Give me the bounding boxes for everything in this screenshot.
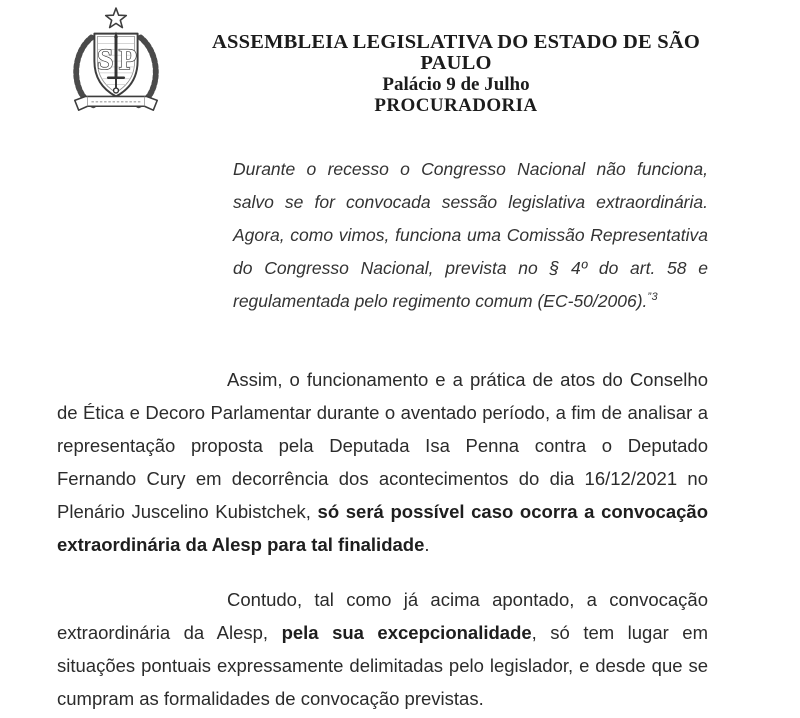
paragraph-2-bold-text: pela sua excepcionalidade <box>281 622 532 643</box>
letterhead-text <box>170 6 800 116</box>
paragraph-1-text: Assim, o funcionamento e a prática de atos do Conselho de Ética e Decoro Parlamentar durante o aventado período, a fim de analisar a representação proposta pela Deputada Isa Penna contra o Deputado Fernando Cury em decorrência dos acontecimentos do dia 16/12/2021 no Plenário Juscelino Kubistchek, <box>57 369 708 522</box>
letterhead <box>0 0 800 129</box>
quote-text: Durante o recesso o Congresso Nacional não funciona, salvo se for convocada sessão legislativa extraordinária. Agora, como vimos, funciona uma Comissão Representativa do Congresso Nacional, prevista no § 4º do art. 58 e regulamentada pelo regimento comum (EC-50/2006). <box>233 159 708 311</box>
logo-letter-s: S <box>97 43 114 76</box>
paragraph-1-bold-text: só será possível caso ocorra a convocação extraordinária da Alesp para tal finalidade <box>57 501 709 555</box>
paragraph-2-tail: , só tem lugar em situações pontuais expressamente delimitadas pelo legislador, e desde que se cumpram as formalidades de convocação previstas. <box>57 622 708 709</box>
department-title: PROCURADORIA <box>374 95 538 116</box>
paragraph-2-text: Contudo, tal como já acima apontado, a convocação extraordinária da Alesp, <box>57 589 708 643</box>
alesp-coat-of-arms-logo <box>62 6 170 129</box>
footnote-marker: ”3 <box>647 291 659 303</box>
body-paragraph-2 <box>57 583 708 715</box>
wreath-left-branch <box>76 38 93 106</box>
wreath-right-branch <box>139 38 156 106</box>
quoted-citation-block <box>233 153 708 318</box>
coat-of-arms-svg <box>62 6 170 124</box>
ribbon-banner <box>75 96 157 110</box>
logo-letter-p: P <box>118 43 137 76</box>
org-title: ASSEMBLEIA LEGISLATIVA DO ESTADO DE SÃO PAULO <box>212 31 700 74</box>
star-icon <box>106 8 127 28</box>
palace-subtitle: Palácio 9 de Julho <box>382 74 530 95</box>
paragraph-1-tail: . <box>424 534 430 555</box>
body-paragraph-1 <box>57 363 708 561</box>
